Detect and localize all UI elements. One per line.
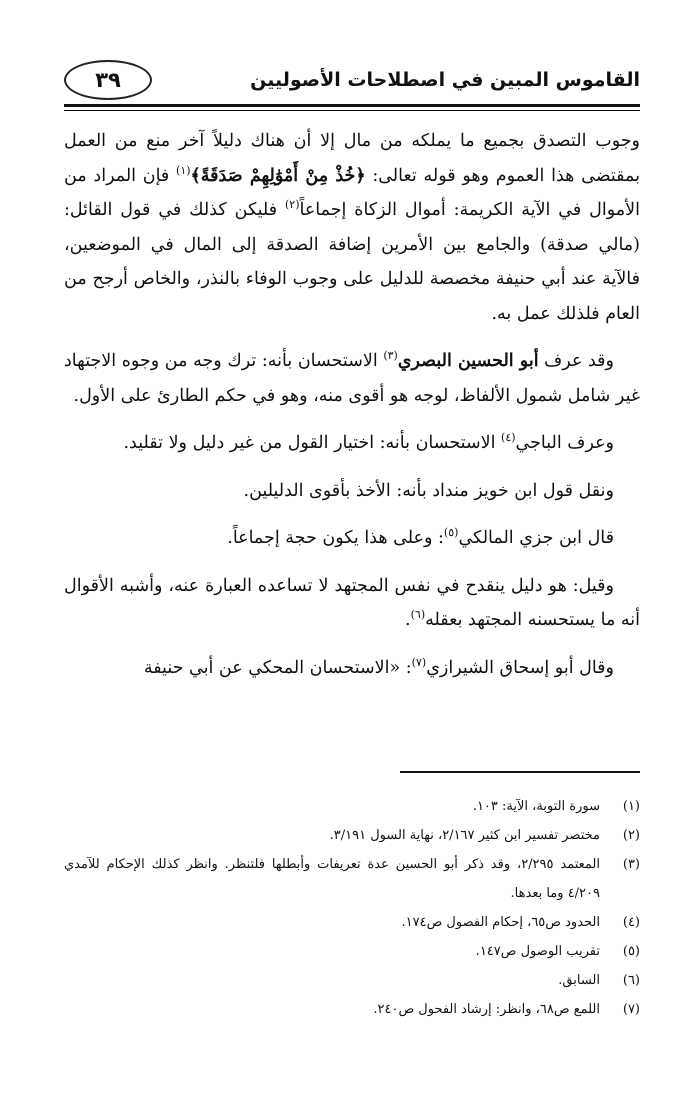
- footnote-separator: [400, 771, 640, 773]
- footnote-ref-7: (٧): [411, 655, 427, 669]
- main-text: [64, 124, 640, 698]
- footnote-ref-5: (٥): [443, 526, 459, 540]
- footnote-number: (١): [622, 799, 640, 814]
- header-rule-thin: [64, 110, 640, 111]
- footnote-ref-1: (١): [176, 163, 191, 177]
- text-run: الاستحسان بأنه: ترك وجه من وجوه الاجتهاد غير شامل شمول الألفاظ، لوجه هو أقوى منه، وهو في حكم الطارئ على الأول.: [64, 351, 640, 406]
- footnote-number: (٤): [622, 915, 640, 930]
- paragraph-7: [64, 651, 640, 686]
- footnote-item: [64, 966, 640, 995]
- footnote-item: [64, 850, 640, 908]
- paragraph-3: [64, 426, 640, 461]
- footnote-ref-3: (٣): [383, 349, 398, 363]
- footnote-text: السابق.: [558, 973, 600, 988]
- footnote-item: [64, 908, 640, 937]
- footnote-ref-4: (٤): [501, 431, 516, 445]
- footnote-ref-6: (٦): [410, 608, 426, 622]
- footnote-item: [64, 821, 640, 850]
- footnote-number: (٧): [622, 1002, 640, 1017]
- page-number: ٣٩: [64, 60, 152, 100]
- text-run: قال ابن جزي المالكي: [458, 528, 614, 548]
- footnote-ref-2: (٢): [284, 198, 300, 212]
- page-header: [64, 58, 640, 102]
- text-run: وجوب التصدق بجميع ما يملكه من مال إلا أن هناك دليلاً آخر منع من العمل بمقتضى هذا العموم وهو قوله تعالى:: [64, 131, 640, 186]
- text-run: فليكن كذلك في قول القائل: (مالي صدقة) والجامع بين الأمرين إضافة الصدقة إلى المال في الموضعين، فالآية عند أبي حنيفة مخصصة للدليل على وجوب الوفاء بالنذر، والخاص أرجح من العام فلذلك عمل به.: [64, 200, 640, 324]
- footnote-number: (٦): [622, 973, 640, 988]
- text-run: : وعلى هذا يكون حجة إجماعاً.: [227, 528, 444, 548]
- text-run: وقيل: هو دليل ينقدح في نفس المجتهد لا تساعده العبارة عنه، وأشبه الأقوال أنه ما يستحسنه المجتهد بعقله: [64, 575, 640, 630]
- text-run: : «الاستحسان المحكي عن أبي حنيفة: [143, 657, 412, 678]
- paragraph-4: [64, 474, 640, 509]
- footnote-text: تقريب الوصول ص١٤٧.: [475, 944, 600, 959]
- paragraph-6: [64, 569, 640, 638]
- footnote-number: (٥): [622, 944, 640, 959]
- footnote-text: سورة التوبة، الآية: ١٠٣.: [472, 799, 600, 814]
- text-run: وعرف الباجي: [515, 433, 614, 453]
- footnote-item: [64, 792, 640, 821]
- quran-verse: ﴿خُذْ مِنْ أَمْوَٰلِهِمْ صَدَقَةً﴾: [190, 165, 366, 186]
- header-rule-thick: [64, 104, 640, 107]
- footnote-text: الحدود ص٦٥، إحكام الفصول ص١٧٤.: [401, 915, 600, 930]
- footnote-text: مختصر تفسير ابن كثير ٢/١٦٧، نهاية السول ٣/١٩١.: [329, 828, 600, 843]
- text-run: فإن المراد من الأموال في الآية الكريمة: أموال الزكاة إجماعاً: [64, 165, 640, 220]
- paragraph-1: [64, 124, 640, 331]
- paragraph-2: [64, 344, 640, 413]
- text-run: .: [405, 610, 411, 630]
- text-run: وقال أبو إسحاق الشيرازي: [426, 657, 614, 678]
- author-name: أبو الحسين البصري: [397, 351, 539, 371]
- footnotes: [64, 792, 640, 1024]
- running-title: القاموس المبين في اصطلاحات الأصوليين: [250, 69, 640, 91]
- footnote-number: (٣): [622, 857, 640, 872]
- text-run: الاستحسان بأنه: اختيار القول من غير دليل ولا تقليد.: [123, 433, 502, 453]
- text-run: ونقل قول ابن خويز منداد بأنه: الأخذ بأقوى الدليلين.: [243, 480, 614, 501]
- footnote-text: المعتمد ٢/٢٩٥، وقد ذكر أبو الحسين عدة تعريفات وأبطلها فلتنظر. وانظر كذلك الإحكام للآمدي ٤/٢٠٩ وما بعدها.: [64, 857, 600, 901]
- text-run: وقد عرف: [538, 351, 614, 371]
- paragraph-5: [64, 521, 640, 556]
- footnote-number: (٢): [622, 828, 640, 843]
- footnote-item: [64, 995, 640, 1024]
- footnote-item: [64, 937, 640, 966]
- footnote-text: اللمع ص٦٨، وانظر: إرشاد الفحول ص٢٤٠.: [373, 1002, 600, 1017]
